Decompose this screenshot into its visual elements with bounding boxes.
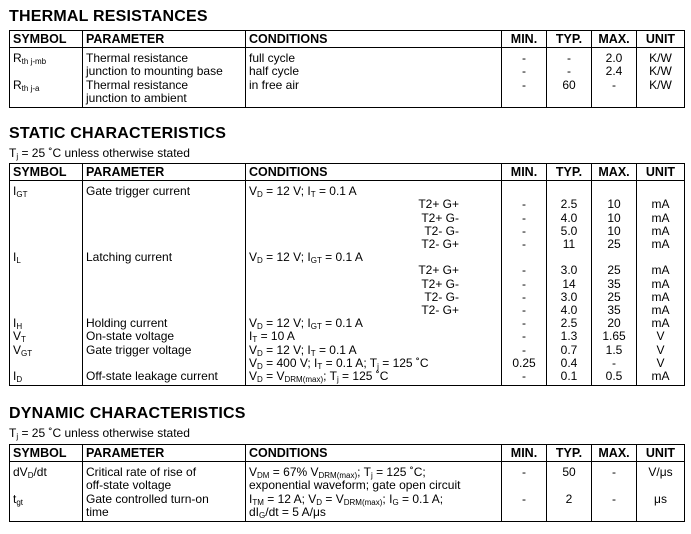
- unit-cell: mA: [637, 198, 685, 211]
- dynamic-table: [9, 444, 685, 522]
- unit-cell: K/W: [637, 79, 685, 92]
- min-cell: -: [502, 48, 547, 66]
- typ-cell: 2: [547, 493, 592, 506]
- header-parameter: PARAMETER: [83, 31, 246, 48]
- typ-cell: [547, 92, 592, 108]
- min-cell: -: [502, 264, 547, 277]
- unit-cell: mA: [637, 225, 685, 238]
- static-title: STATIC CHARACTERISTICS: [9, 125, 227, 142]
- typ-cell: 60: [547, 79, 592, 92]
- typ-cell: 0.7: [547, 344, 592, 357]
- min-cell: -: [502, 278, 547, 291]
- parameter-cell: [83, 212, 246, 225]
- typ-cell: 0.1: [547, 370, 592, 386]
- parameter-cell: Holding current: [83, 317, 246, 330]
- parameter-cell: Gate controlled turn-on: [83, 493, 246, 506]
- min-cell: -: [502, 291, 547, 304]
- typ-cell: 3.0: [547, 264, 592, 277]
- unit-cell: K/W: [637, 48, 685, 66]
- parameter-cell: [83, 278, 246, 291]
- parameter-cell: Thermal resistance: [83, 79, 246, 92]
- table-row: [10, 479, 685, 492]
- unit-cell: mA: [637, 238, 685, 251]
- symbol-cell: [10, 198, 83, 211]
- conditions-cell: T2+ G+: [246, 264, 502, 277]
- min-cell: -: [502, 493, 547, 506]
- symbol-cell: $t_{gt}$: [10, 493, 83, 506]
- typ-cell: 0.4: [547, 357, 592, 370]
- conditions-cell: $I_{TM} = 12$ A; $V_D = V_{DRM(max)}$; $I_G = 0.1$ A;: [246, 493, 502, 506]
- parameter-cell: Latching current: [83, 251, 246, 264]
- unit-cell: mA: [637, 291, 685, 304]
- header-symbol: SYMBOL: [10, 445, 83, 462]
- conditions-cell: $V_D = 400$ V; $I_T = 0.1$ A; $T_j = 125$ ˚C: [246, 357, 502, 370]
- min-cell: [502, 181, 547, 199]
- header-symbol: SYMBOL: [10, 164, 83, 181]
- min-cell: -: [502, 212, 547, 225]
- table-row: [10, 344, 685, 357]
- min-cell: -: [502, 330, 547, 343]
- parameter-cell: junction to mounting base: [83, 65, 246, 78]
- table-row: [10, 65, 685, 78]
- dynamic-note-t: T: [9, 426, 17, 440]
- symbol-cell: [10, 264, 83, 277]
- parameter-cell: Off-state leakage current: [83, 370, 246, 386]
- dynamic-note: [9, 426, 190, 440]
- header-typ: TYP.: [547, 445, 592, 462]
- parameter-cell: junction to ambient: [83, 92, 246, 108]
- typ-cell: 1.3: [547, 330, 592, 343]
- table-row: [10, 212, 685, 225]
- conditions-cell: T2- G-: [246, 291, 502, 304]
- conditions-cell: T2- G+: [246, 238, 502, 251]
- max-cell: 1.5: [592, 344, 637, 357]
- typ-cell: 4.0: [547, 304, 592, 317]
- typ-cell: 3.0: [547, 291, 592, 304]
- conditions-cell: T2+ G-: [246, 212, 502, 225]
- conditions-cell: $dI_G/dt = 5$ A/μs: [246, 506, 502, 522]
- static-note-rest: = 25 ˚C unless otherwise stated: [18, 146, 190, 160]
- max-cell: 35: [592, 304, 637, 317]
- parameter-cell: [83, 225, 246, 238]
- conditions-cell: $V_D = 12$ V; $I_T = 0.1$ A: [246, 181, 502, 199]
- table-row: [10, 493, 685, 506]
- table-row: [10, 462, 685, 480]
- unit-cell: [637, 92, 685, 108]
- thermal-header: [10, 31, 685, 48]
- min-cell: 0.25: [502, 357, 547, 370]
- header-symbol: SYMBOL: [10, 31, 83, 48]
- parameter-cell: Thermal resistance: [83, 48, 246, 66]
- typ-cell: 50: [547, 462, 592, 480]
- max-cell: -: [592, 493, 637, 506]
- symbol-cell: $dV_D/dt$: [10, 462, 83, 480]
- conditions-cell: $V_D = 12$ V; $I_{GT} = 0.1$ A: [246, 317, 502, 330]
- header-min: MIN.: [502, 31, 547, 48]
- static-header: [10, 164, 685, 181]
- min-cell: -: [502, 304, 547, 317]
- symbol-cell: [10, 357, 83, 370]
- symbol-cell: [10, 291, 83, 304]
- table-row: [10, 264, 685, 277]
- table-row: [10, 92, 685, 108]
- table-row: [10, 198, 685, 211]
- dynamic-body: [10, 462, 685, 522]
- symbol-cell: [10, 225, 83, 238]
- table-row: [10, 278, 685, 291]
- parameter-cell: [83, 264, 246, 277]
- table-row: [10, 225, 685, 238]
- unit-cell: [637, 181, 685, 199]
- symbol-cell: $I_{GT}$: [10, 181, 83, 199]
- min-cell: -: [502, 370, 547, 386]
- conditions-cell: T2+ G-: [246, 278, 502, 291]
- max-cell: 25: [592, 291, 637, 304]
- dynamic-note-rest: = 25 ˚C unless otherwise stated: [18, 426, 190, 440]
- symbol-cell: $R_{th j-a}$: [10, 79, 83, 92]
- max-cell: 25: [592, 238, 637, 251]
- unit-cell: mA: [637, 278, 685, 291]
- min-cell: [502, 92, 547, 108]
- conditions-cell: $V_D = 12$ V; $I_{GT} = 0.1$ A: [246, 251, 502, 264]
- symbol-cell: $R_{th j-mb}$: [10, 48, 83, 66]
- table-row: [10, 181, 685, 199]
- symbol-cell: $I_L$: [10, 251, 83, 264]
- max-cell: 1.65: [592, 330, 637, 343]
- conditions-cell: T2- G+: [246, 304, 502, 317]
- header-conditions: CONDITIONS: [246, 164, 502, 181]
- max-cell: 10: [592, 212, 637, 225]
- max-cell: [592, 181, 637, 199]
- symbol-cell: [10, 479, 83, 492]
- conditions-cell: T2+ G+: [246, 198, 502, 211]
- symbol-cell: $V_T$: [10, 330, 83, 343]
- max-cell: 35: [592, 278, 637, 291]
- conditions-cell: $V_{DM} = 67\%$ $V_{DRM(max)}$; $T_j = 125$ ˚C;: [246, 462, 502, 480]
- symbol-cell: [10, 278, 83, 291]
- max-cell: -: [592, 357, 637, 370]
- unit-cell: V: [637, 330, 685, 343]
- parameter-cell: On-state voltage: [83, 330, 246, 343]
- table-row: [10, 48, 685, 66]
- min-cell: -: [502, 65, 547, 78]
- header-unit: UNIT: [637, 445, 685, 462]
- unit-cell: V/μs: [637, 462, 685, 480]
- parameter-cell: [83, 198, 246, 211]
- min-cell: [502, 506, 547, 522]
- min-cell: -: [502, 462, 547, 480]
- static-body: [10, 181, 685, 386]
- unit-cell: [637, 506, 685, 522]
- max-cell: 25: [592, 264, 637, 277]
- unit-cell: [637, 479, 685, 492]
- min-cell: -: [502, 225, 547, 238]
- max-cell: -: [592, 79, 637, 92]
- unit-cell: K/W: [637, 65, 685, 78]
- static-note-sub: j: [16, 152, 19, 161]
- conditions-cell: full cycle: [246, 48, 502, 66]
- header-min: MIN.: [502, 164, 547, 181]
- symbol-cell: [10, 65, 83, 78]
- conditions-cell: $V_D = V_{DRM(max)}$; $T_j = 125$ ˚C: [246, 370, 502, 386]
- symbol-cell: $V_{GT}$: [10, 344, 83, 357]
- unit-cell: mA: [637, 304, 685, 317]
- max-cell: -: [592, 462, 637, 480]
- unit-cell: mA: [637, 264, 685, 277]
- unit-cell: μs: [637, 493, 685, 506]
- thermal-table: [9, 30, 685, 108]
- symbol-cell: [10, 304, 83, 317]
- header-unit: UNIT: [637, 164, 685, 181]
- typ-cell: 14: [547, 278, 592, 291]
- static-note-t: T: [9, 146, 17, 160]
- typ-cell: 2.5: [547, 198, 592, 211]
- min-cell: [502, 479, 547, 492]
- typ-cell: 11: [547, 238, 592, 251]
- header-max: MAX.: [592, 445, 637, 462]
- conditions-cell: half cycle: [246, 65, 502, 78]
- table-row: [10, 251, 685, 264]
- unit-cell: V: [637, 357, 685, 370]
- header-conditions: CONDITIONS: [246, 445, 502, 462]
- static-note: [9, 146, 190, 160]
- max-cell: 2.0: [592, 48, 637, 66]
- table-row: [10, 291, 685, 304]
- max-cell: [592, 479, 637, 492]
- max-cell: 10: [592, 198, 637, 211]
- max-cell: 10: [592, 225, 637, 238]
- symbol-cell: $I_H$: [10, 317, 83, 330]
- header-max: MAX.: [592, 31, 637, 48]
- header-parameter: PARAMETER: [83, 445, 246, 462]
- header-conditions: CONDITIONS: [246, 31, 502, 48]
- static-table: [9, 163, 685, 386]
- table-row: [10, 506, 685, 522]
- typ-cell: 5.0: [547, 225, 592, 238]
- typ-cell: [547, 506, 592, 522]
- symbol-cell: [10, 212, 83, 225]
- typ-cell: -: [547, 48, 592, 66]
- min-cell: -: [502, 317, 547, 330]
- table-row: [10, 79, 685, 92]
- symbol-cell: $I_D$: [10, 370, 83, 386]
- dynamic-header: [10, 445, 685, 462]
- conditions-cell: $V_D = 12$ V; $I_T = 0.1$ A: [246, 344, 502, 357]
- header-unit: UNIT: [637, 31, 685, 48]
- typ-cell: 4.0: [547, 212, 592, 225]
- header-typ: TYP.: [547, 164, 592, 181]
- unit-cell: mA: [637, 317, 685, 330]
- min-cell: -: [502, 198, 547, 211]
- typ-cell: 2.5: [547, 317, 592, 330]
- table-row: [10, 370, 685, 386]
- table-row: [10, 330, 685, 343]
- conditions-cell: in free air: [246, 79, 502, 92]
- max-cell: 2.4: [592, 65, 637, 78]
- parameter-cell: off-state voltage: [83, 479, 246, 492]
- header-min: MIN.: [502, 445, 547, 462]
- min-cell: -: [502, 79, 547, 92]
- header-typ: TYP.: [547, 31, 592, 48]
- typ-cell: [547, 479, 592, 492]
- max-cell: [592, 92, 637, 108]
- symbol-cell: [10, 238, 83, 251]
- thermal-title: THERMAL RESISTANCES: [9, 8, 208, 25]
- symbol-cell: [10, 92, 83, 108]
- unit-cell: mA: [637, 370, 685, 386]
- conditions-cell: exponential waveform; gate open circuit: [246, 479, 502, 492]
- dynamic-title: DYNAMIC CHARACTERISTICS: [9, 405, 246, 422]
- parameter-cell: Gate trigger current: [83, 181, 246, 199]
- thermal-body: [10, 48, 685, 108]
- unit-cell: V: [637, 344, 685, 357]
- max-cell: [592, 506, 637, 522]
- header-parameter: PARAMETER: [83, 164, 246, 181]
- conditions-cell: [246, 92, 502, 108]
- unit-cell: mA: [637, 212, 685, 225]
- parameter-cell: time: [83, 506, 246, 522]
- parameter-cell: Gate trigger voltage: [83, 344, 246, 357]
- conditions-cell: $I_T = 10$ A: [246, 330, 502, 343]
- typ-cell: [547, 181, 592, 199]
- conditions-cell: T2- G-: [246, 225, 502, 238]
- dynamic-note-sub: j: [16, 432, 19, 441]
- max-cell: 0.5: [592, 370, 637, 386]
- max-cell: 20: [592, 317, 637, 330]
- parameter-cell: Critical rate of rise of: [83, 462, 246, 480]
- header-max: MAX.: [592, 164, 637, 181]
- min-cell: -: [502, 344, 547, 357]
- parameter-cell: [83, 291, 246, 304]
- typ-cell: -: [547, 65, 592, 78]
- symbol-cell: [10, 506, 83, 522]
- min-cell: -: [502, 238, 547, 251]
